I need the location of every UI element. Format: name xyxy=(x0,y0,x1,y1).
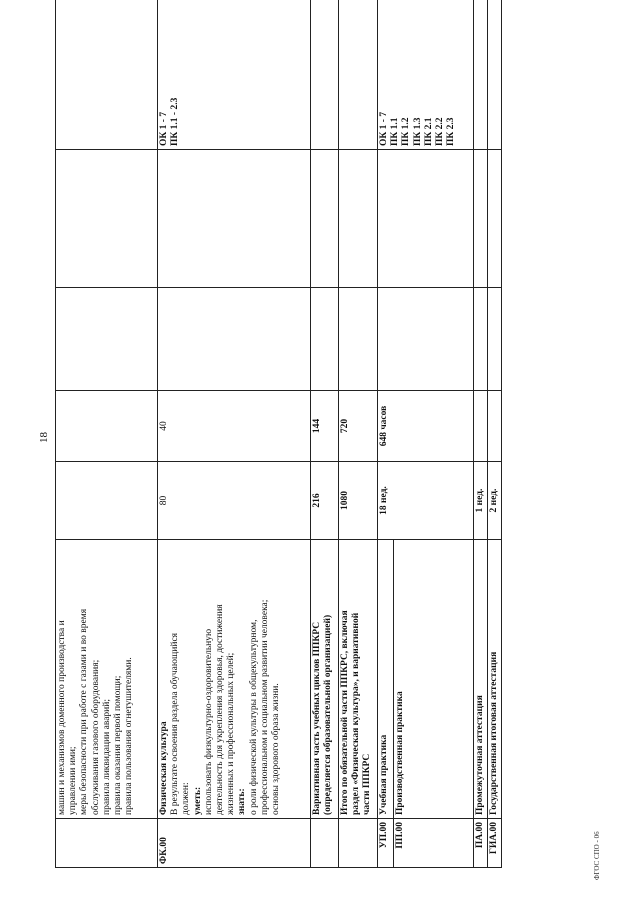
row-code xyxy=(339,819,378,868)
competences: ОК 1 - 7 ПК 1.1 - 2.3 xyxy=(158,0,311,150)
name-line: Промежуточная аттестация xyxy=(475,695,485,815)
hours-class xyxy=(474,391,488,462)
name-line: правила оказания первой помощи; xyxy=(113,675,124,815)
empty-cell xyxy=(474,150,488,288)
hours-class: 720 xyxy=(339,391,378,462)
name-line: о роли физической культуры в общекультурном, xyxy=(248,619,259,815)
page-number: 18 xyxy=(38,432,50,443)
hours-max: 216 xyxy=(311,462,339,540)
hours-max: 18 нед. xyxy=(378,462,474,540)
row-code: ГИА.00 xyxy=(488,819,502,868)
name-line: профессиональном и социальном развитии человека; xyxy=(259,599,270,815)
name-line: правила ликвидации аварий; xyxy=(101,699,112,815)
name-line: основы здорового образа жизни. xyxy=(271,683,282,815)
table-row xyxy=(311,0,339,868)
name-line: должен: xyxy=(181,782,192,815)
hours-max: 1 нед. xyxy=(474,462,488,540)
empty-cell xyxy=(378,150,474,288)
name-line: правила пользования огнетушителями. xyxy=(124,657,135,815)
row-name xyxy=(56,540,158,819)
row-code xyxy=(56,819,158,868)
empty-cell xyxy=(158,150,311,288)
name-line: (определяется образовательной организацией) xyxy=(323,614,334,815)
table-row xyxy=(339,0,378,868)
competences xyxy=(474,0,488,150)
hours-class xyxy=(488,391,502,462)
hours-max: 80 xyxy=(158,462,311,540)
empty-cell xyxy=(339,288,378,391)
empty-cell xyxy=(56,288,158,391)
empty-cell xyxy=(474,288,488,391)
name-line: В результате освоения раздела обучающийся xyxy=(170,632,181,815)
table-row xyxy=(56,0,158,868)
name-line: меры безопасности при работе с газами и во время xyxy=(79,608,90,815)
row-code: УП.00 xyxy=(378,819,394,868)
row-code: ПП.00 xyxy=(394,819,474,868)
name-line: Учебная практика xyxy=(379,734,389,815)
hours-max xyxy=(56,462,158,540)
table-row xyxy=(158,0,311,868)
competences xyxy=(339,0,378,150)
empty-cell xyxy=(311,150,339,288)
empty-cell xyxy=(488,288,502,391)
name-line: Вариативная часть учебных циклов ППКРС xyxy=(312,621,322,815)
name-line: жизненных и профессиональных целей; xyxy=(226,652,237,815)
competences xyxy=(311,0,339,150)
row-name xyxy=(474,540,488,819)
empty-cell xyxy=(311,288,339,391)
row-code: ФК.00 xyxy=(158,819,311,868)
name-line: обслуживания газового оборудования; xyxy=(90,659,101,815)
rotated-page-content xyxy=(55,23,545,868)
name-line: Производственная практика xyxy=(395,691,405,815)
competences xyxy=(56,0,158,150)
row-name xyxy=(311,540,339,819)
name-line: раздел «Физическая культура», и вариативной xyxy=(351,612,362,815)
name-line: управлении ими; xyxy=(68,746,79,815)
name-line: Государственная итоговая аттестация xyxy=(489,651,500,815)
table-row xyxy=(378,0,394,868)
name-line: Итого по обязательной части ППКРС, включая xyxy=(340,610,350,815)
table-row xyxy=(474,0,488,868)
empty-cell xyxy=(488,150,502,288)
hours-class: 40 xyxy=(158,391,311,462)
table-row xyxy=(488,0,502,868)
curriculum-table xyxy=(55,0,502,868)
hours-class: 648 часов xyxy=(378,391,474,462)
row-name xyxy=(339,540,378,819)
competences: ОК 1 - 7 ПК 1.1 ПК 1.2 ПК 1.3 ПК 2.1 ПК 2.2 ПК 2.3 xyxy=(378,0,474,150)
hours-class: 144 xyxy=(311,391,339,462)
empty-cell xyxy=(378,288,474,391)
row-name xyxy=(394,540,474,819)
row-name xyxy=(378,540,394,819)
name-line: использовать физкультурно-оздоровительную xyxy=(203,628,214,815)
competences xyxy=(488,0,502,150)
name-line: машин и механизмов доменного производства и xyxy=(57,620,67,815)
row-name xyxy=(158,540,311,819)
name-line: части ППКРС xyxy=(362,753,373,815)
name-line: Физическая культура xyxy=(159,721,169,815)
row-name xyxy=(488,540,502,819)
hours-max: 1080 xyxy=(339,462,378,540)
hours-class xyxy=(56,391,158,462)
name-line: деятельность для укрепления здоровья, достижения xyxy=(215,604,226,815)
name-line: уметь: xyxy=(192,786,203,815)
empty-cell xyxy=(158,288,311,391)
hours-max: 2 нед. xyxy=(488,462,502,540)
row-code xyxy=(311,819,339,868)
empty-cell xyxy=(339,150,378,288)
empty-cell xyxy=(56,150,158,288)
footer-code: ФГОС СПО - 06 xyxy=(593,831,601,880)
row-code: ПА.00 xyxy=(474,819,488,868)
name-line: знать: xyxy=(237,788,248,815)
